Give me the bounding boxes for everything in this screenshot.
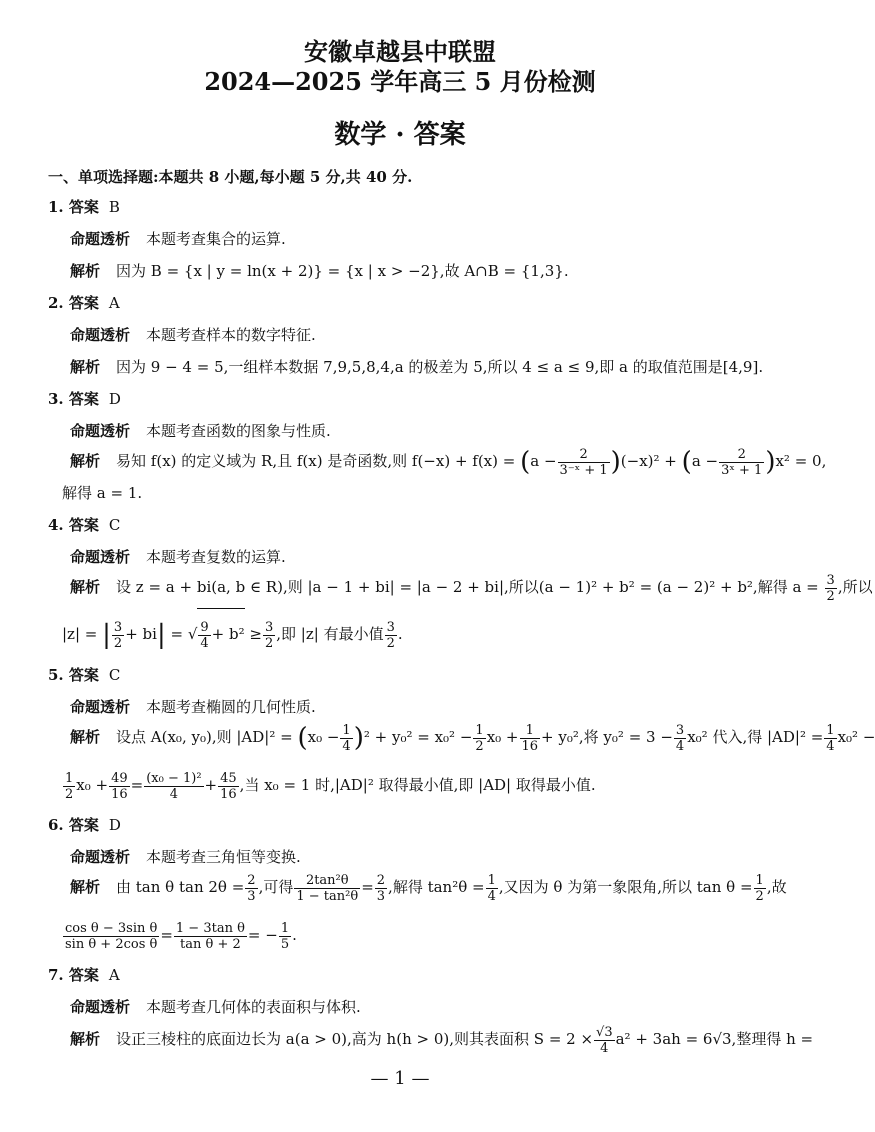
question-5-solution: 解析 设点 A(x₀, y₀),则 |AD|² = (x₀ − $\frac{1}{4}$ )² + y₀² = x₀² − $\frac{1}{2}$ x₀ + $\frac{1}{16}$ + y₀²,将 y₀² = 3 − $\frac{3}{4}$ x₀² 代入,得 |AD|² = $\frac{1}{4}$ x₀² −: [70, 722, 875, 754]
fraction: $\frac{1}{2}$: [755, 872, 764, 904]
subject-title: 数学 · 答案: [334, 120, 466, 150]
fraction: $\frac{1}{4}$: [826, 722, 835, 754]
question-2-focus: 命题透析 本题考查样本的数字特征.: [70, 326, 316, 344]
question-5-focus: 命题透析 本题考查椭圆的几何性质.: [70, 698, 316, 716]
question-2-solution: 解析 因为 9 − 4 = 5,一组样本数据 7,9,5,8,4,a 的极差为 5,所以 4 ≤ a ≤ 9,即 a 的取值范围是[4,9].: [70, 358, 764, 376]
question-4-solution: 解析 设 z = a + bi(a, b ∈ R),则 |a − 1 + bi| = |a − 2 + bi|,所以(a − 1)² + b² = (a − 2)² + b²,解得 a = $\frac{3}{2}$ ,所以: [70, 572, 873, 604]
fraction: $\frac{\text{cos θ − 3sin θ}}{\text{sin θ + 2cos θ}}$: [65, 920, 158, 952]
question-6-answer: 6. 答案 D: [48, 816, 121, 834]
question-7-focus: 命题透析 本题考查几何体的表面积与体积.: [70, 998, 361, 1016]
fraction: $\frac{2}{\text{3ˣ + 1}}$: [721, 446, 763, 478]
exam-title: 2024—2025 学年高三 5 月份检测: [204, 67, 596, 96]
question-5-answer: 5. 答案 C: [48, 666, 121, 684]
fraction: $\frac{3}{2}$: [264, 619, 274, 651]
fraction: $\frac{1}{4}$: [487, 872, 496, 904]
question-1-focus: 命题透析 本题考查集合的运算.: [70, 230, 286, 248]
fraction: $\frac{2}{3}$: [247, 872, 256, 904]
fraction: $\frac{1}{4}$: [342, 722, 351, 754]
fraction: $\frac{3}{2}$: [386, 619, 395, 651]
fraction: $\frac{1}{5}$: [280, 920, 290, 952]
fraction: $\frac{1}{2}$: [65, 770, 74, 802]
question-2-answer: 2. 答案 A: [48, 294, 120, 312]
fraction: $\frac{3}{4}$: [675, 722, 685, 754]
fraction: $\frac{√3}{4}$: [596, 1024, 613, 1056]
question-3-focus: 命题透析 本题考查函数的图象与性质.: [70, 422, 331, 440]
question-4-focus: 命题透析 本题考查复数的运算.: [70, 548, 286, 566]
page-number: — 1 —: [370, 1068, 430, 1089]
question-3-solution: 解析 易知 f(x) 的定义域为 R,且 f(x) 是奇函数,则 f(−x) + f(x) = (a − $\frac{2}{\text{3⁻ˣ + 1}}$ )(−x)² + (a − $\frac{2}{\text{3ˣ + 1}}$ )x² = 0,: [70, 446, 827, 478]
question-7-answer: 7. 答案 A: [48, 966, 120, 984]
fraction: $\frac{3}{2}$: [826, 572, 835, 604]
section-title: 一、单项选择题:本题共 8 小题,每小题 5 分,共 40 分.: [48, 168, 413, 186]
question-6-solution-cont: $\frac{\text{cos θ − 3sin θ}}{\text{sin θ + 2cos θ}}$ = $\frac{\text{1 − 3tan θ}}{\text{tan θ + 2}}$ = − $\frac{1}{5}$ .: [65, 920, 297, 952]
question-1-solution: 解析 因为 B = {x | y = ln(x + 2)} = {x | x > −2},故 A∩B = {1,3}.: [70, 262, 569, 280]
fraction: $\frac{2}{3}$: [376, 872, 386, 904]
fraction: $\frac{\text{2tan²θ}}{\text{1 − tan²θ}}$: [296, 872, 359, 904]
org-title: 安徽卓越县中联盟: [304, 37, 496, 66]
question-6-solution: 解析 由 tan θ tan 2θ = $\frac{2}{3}$ ,可得 $\frac{\text{2tan²θ}}{\text{1 − tan²θ}}$ = $\frac{2}{3}$ ,解得 tan²θ = $\frac{1}{4}$ ,又因为 θ 为第一象限角,所以 tan θ = $\frac{1}{2}$ ,故: [70, 872, 787, 904]
question-6-focus: 命题透析 本题考查三角恒等变换.: [70, 848, 301, 866]
fraction: $\frac{\text{1 − 3tan θ}}{\text{tan θ + 2}}$: [175, 920, 245, 952]
question-7-solution: 解析 设正三棱柱的底面边长为 a(a > 0),高为 h(h > 0),则其表面积 S = 2 × $\frac{√3}{4}$ a² + 3ah = 6√3,整理得 h =: [70, 1024, 814, 1056]
fraction: $\frac{1}{16}$: [521, 722, 539, 754]
fraction: $\frac{45}{16}$: [220, 770, 237, 802]
fraction: $\frac{9}{4}$: [200, 619, 209, 651]
question-3-solution-cont: 解得 a = 1.: [62, 484, 143, 502]
fraction: $\frac{3}{2}$: [113, 619, 123, 651]
fraction: $\frac{49}{16}$: [111, 770, 128, 802]
question-4-solution-cont: |z| = | $\frac{3}{2}$ + bi| = √ $\frac{9}{4}$ + b² ≥ $\frac{3}{2}$ ,即 |z| 有最小值 $\frac{3}{2}$ .: [62, 608, 403, 660]
fraction: $\frac{1}{2}$: [475, 722, 484, 754]
fraction: $\frac{\text{(x₀ − 1)²}}{4}$: [146, 770, 202, 802]
fraction: $\frac{2}{\text{3⁻ˣ + 1}}$: [559, 446, 608, 478]
question-4-answer: 4. 答案 C: [48, 516, 121, 534]
question-1-answer: 1. 答案 B: [48, 198, 120, 216]
question-3-answer: 3. 答案 D: [48, 390, 121, 408]
question-5-solution-cont: $\frac{1}{2}$ x₀ + $\frac{49}{16}$ = $\frac{\text{(x₀ − 1)²}}{4}$ + $\frac{45}{16}$ ,当 x₀ = 1 时,|AD|² 取得最小值,即 |AD| 取得最小值.: [65, 770, 596, 802]
